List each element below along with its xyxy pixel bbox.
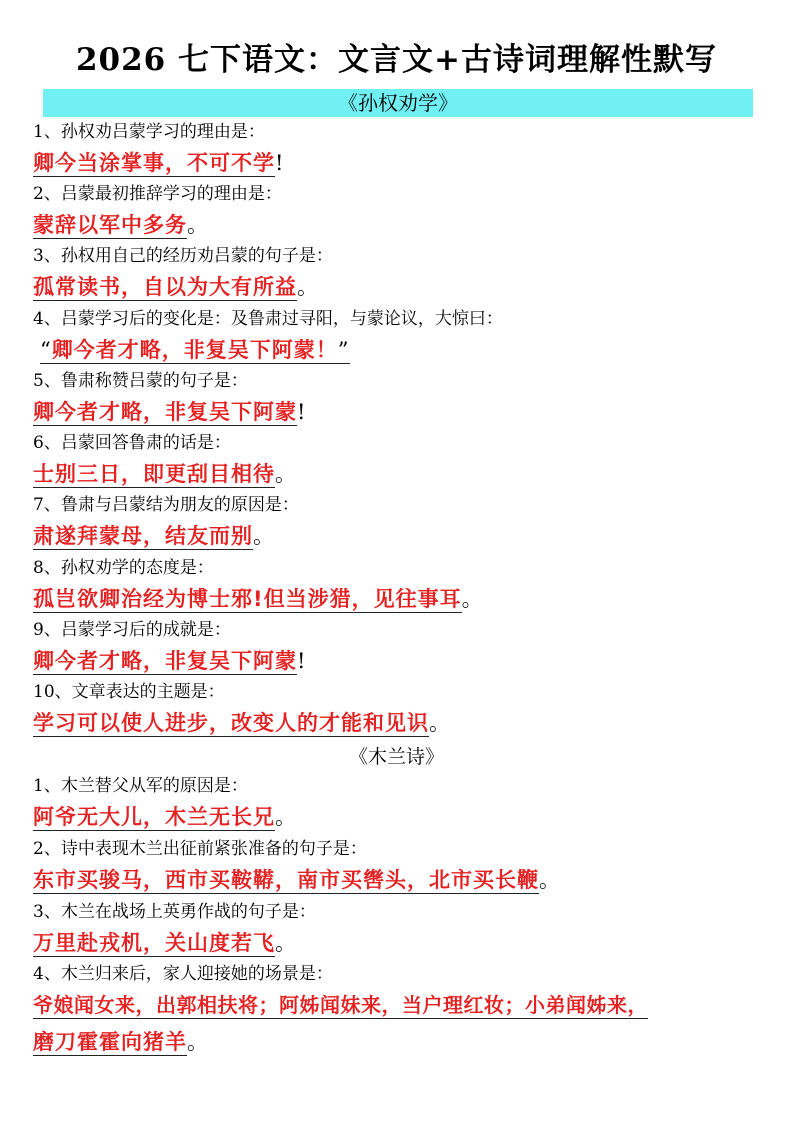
question-10: 10、文章表达的主题是： (33, 682, 225, 702)
answer-2 (33, 210, 209, 240)
question-2: 2、吕蒙最初推辞学习的理由是： (33, 184, 282, 204)
answer-punct: 。 (429, 711, 451, 735)
mulan-answer-4-line1 (33, 990, 648, 1020)
answer-1 (33, 148, 284, 178)
mulan-question-3: 3、木兰在战场上英勇作战的句子是： (33, 902, 316, 922)
answer-text: 卿今者才略，非复吴下阿蒙 (33, 649, 297, 673)
mulan-answer-3 (33, 928, 297, 958)
mulan-answer-1 (33, 802, 297, 832)
page-title: 2026 七下语文：文言文+古诗词理解性默写 (75, 42, 718, 78)
question-6: 6、吕蒙回答鲁肃的话是： (33, 433, 231, 453)
answer-punct: 。 (275, 462, 297, 486)
answer-punct: ! (297, 400, 307, 424)
answer-punct: 。 (275, 931, 297, 955)
answer-text: 卿今当涂掌事，不可不学 (33, 151, 275, 175)
section-heading-sunquan: 《孙权劝学》 (338, 91, 458, 115)
answer-text: 肃遂拜蒙母，结友而别 (33, 524, 253, 548)
question-7: 7、鲁肃与吕蒙结为朋友的原因是： (33, 495, 299, 515)
answer-text: 孤岂欲卿治经为博士邪!但当涉猎，见往事耳 (33, 587, 462, 611)
answer-text: 卿今者才略，非复吴下阿蒙！ (51, 338, 338, 362)
answer-punct: ! (275, 151, 285, 175)
question-5: 5、鲁肃称赞吕蒙的句子是： (33, 371, 248, 391)
question-4: 4、吕蒙学习后的变化是：及鲁肃过寻阳，与蒙论议，大惊曰： (33, 309, 503, 329)
answer-punct: 。 (539, 868, 561, 892)
answer-text: 士别三日，即更刮目相待 (33, 462, 275, 486)
answer-punct: 。 (297, 275, 319, 299)
answer-punct: ! (297, 649, 307, 673)
question-9: 9、吕蒙学习后的成就是： (33, 620, 231, 640)
answer-5 (33, 397, 306, 427)
answer-punct: 。 (275, 805, 297, 829)
answer-text: 爷娘闻女来，出郭相扶将；阿姊闻妹来，当户理红妆；小弟闻姊来， (33, 993, 648, 1017)
mulan-question-2: 2、诗中表现木兰出征前紧张准备的句子是： (33, 839, 367, 859)
answer-punct: 。 (253, 524, 275, 548)
open-quote: “ (40, 338, 52, 362)
answer-text: 蒙辞以军中多务 (33, 213, 187, 237)
question-3: 3、孙权用自己的经历劝吕蒙的句子是： (33, 246, 333, 266)
mulan-answer-2 (33, 865, 561, 895)
question-8: 8、孙权劝学的态度是： (33, 558, 214, 578)
question-1: 1、孙权劝吕蒙学习的理由是： (33, 122, 265, 142)
answer-text: 学习可以使人进步，改变人的才能和见识 (33, 711, 429, 735)
answer-7 (33, 521, 275, 551)
close-quote: ” (337, 338, 350, 362)
answer-10 (33, 708, 451, 738)
answer-text: 磨刀霍霍向猪羊 (33, 1030, 187, 1054)
section-heading-mulan: 《木兰诗》 (348, 746, 444, 768)
mulan-answer-4-line2 (33, 1027, 209, 1057)
section-banner (43, 89, 753, 117)
answer-4 (40, 335, 350, 365)
answer-3 (33, 272, 319, 302)
answer-text: 东市买骏马，西市买鞍鞯，南市买辔头，北市买长鞭 (33, 868, 539, 892)
answer-punct: 。 (461, 587, 484, 611)
answer-text: 孤常读书，自以为大有所益 (33, 275, 297, 299)
answer-punct: 。 (187, 213, 209, 237)
mulan-question-1: 1、木兰替父从军的原因是： (33, 776, 248, 796)
answer-8 (33, 584, 484, 614)
answer-text: 万里赴戎机，关山度若飞 (33, 931, 275, 955)
answer-6 (33, 459, 297, 489)
answer-text: 阿爷无大儿，木兰无长兄 (33, 805, 275, 829)
mulan-question-4: 4、木兰归来后，家人迎接她的场景是： (33, 964, 333, 984)
answer-punct: 。 (187, 1030, 209, 1054)
answer-text: 卿今者才略，非复吴下阿蒙 (33, 400, 297, 424)
answer-9 (33, 646, 306, 676)
